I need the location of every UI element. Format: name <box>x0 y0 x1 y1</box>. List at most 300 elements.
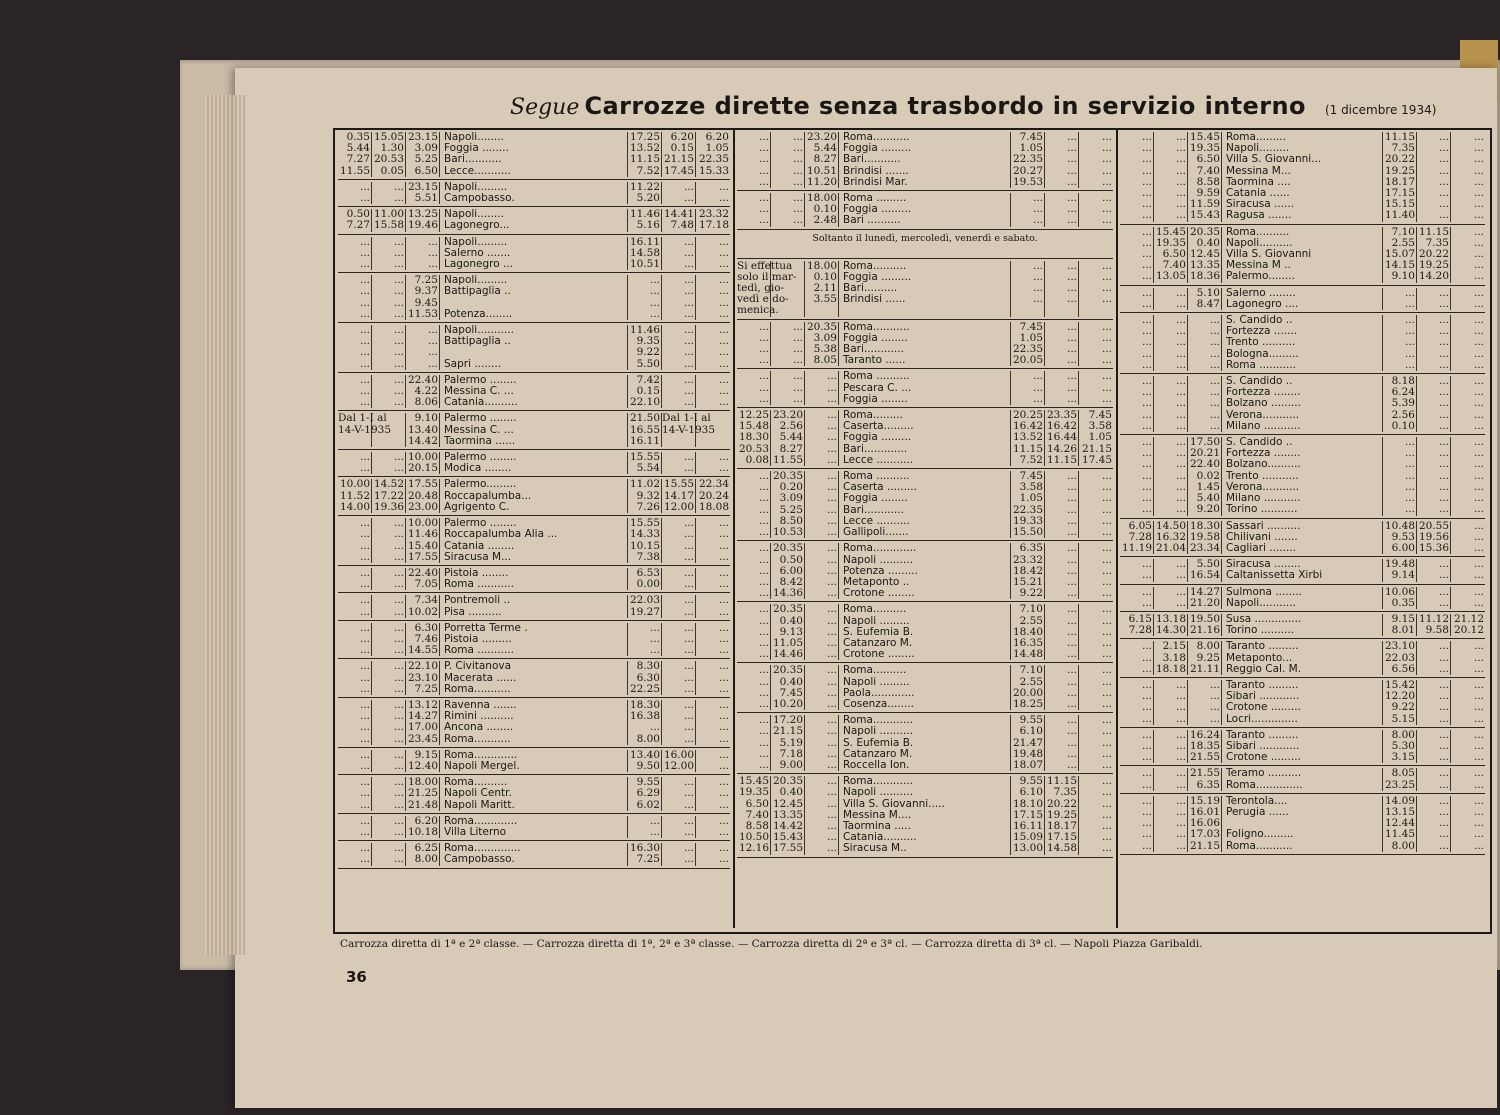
time-value: ... <box>718 246 729 259</box>
time-value: ... <box>1473 712 1484 725</box>
time-value: 0.40 <box>779 614 803 627</box>
time-value: ... <box>1032 282 1043 295</box>
time-value: ... <box>758 503 769 516</box>
time-column <box>1451 796 1485 852</box>
time-value: 7.42 <box>636 373 660 386</box>
time-value: ... <box>1101 142 1112 155</box>
time-value: 23.34 <box>1189 541 1220 554</box>
time-value: ... <box>1438 751 1449 764</box>
time-value: ... <box>1101 282 1112 295</box>
time-value: 3.09 <box>813 331 837 344</box>
time-value: 15.07 <box>1384 248 1415 261</box>
time-value: 22.40 <box>407 566 438 579</box>
time-value: 20.00 <box>1012 686 1043 699</box>
time-value: ... <box>1101 354 1112 367</box>
time-value: ... <box>1175 469 1186 482</box>
timetable-block <box>1120 766 1485 793</box>
station-list <box>440 518 628 563</box>
time-value: 7.25 <box>414 682 438 695</box>
time-value: 14.09 <box>1384 794 1415 807</box>
time-value: ... <box>1141 794 1152 807</box>
time-value: 19.53 <box>1012 175 1043 188</box>
time-column <box>1383 132 1417 222</box>
time-value: ... <box>1473 419 1484 432</box>
time-value: ... <box>359 235 370 248</box>
time-value: 7.46 <box>414 632 438 645</box>
station-name: Foggia ......... <box>843 270 912 283</box>
time-value: ... <box>1473 503 1484 516</box>
time-value: 18.30 <box>738 431 769 444</box>
station-list <box>839 261 1011 317</box>
time-column <box>1451 768 1485 790</box>
time-value: ... <box>649 644 660 657</box>
time-column <box>1383 680 1417 725</box>
time-column <box>1417 559 1451 581</box>
time-value: ... <box>758 131 769 143</box>
time-value <box>338 436 370 447</box>
time-column <box>805 410 839 466</box>
time-column <box>1120 227 1154 283</box>
time-value: ... <box>1438 458 1449 471</box>
time-value: ... <box>393 644 404 657</box>
time-value: ... <box>393 324 404 337</box>
time-value: 7.45 <box>1088 409 1112 422</box>
station-list <box>839 604 1011 660</box>
time-value: 7.38 <box>636 550 660 563</box>
time-column <box>1188 559 1222 581</box>
time-value: ... <box>427 235 438 248</box>
time-value <box>771 261 803 272</box>
time-value: 20.05 <box>1012 354 1043 367</box>
time-value: 12.16 <box>738 842 769 855</box>
time-value: ... <box>1473 375 1484 388</box>
time-value: 8.00 <box>1196 640 1220 653</box>
time-value: ... <box>758 331 769 344</box>
time-value: ... <box>792 381 803 394</box>
time-column <box>338 412 392 447</box>
time-value <box>771 305 803 316</box>
time-value: ... <box>1101 331 1112 344</box>
station-name: Lagonegro .... <box>1226 297 1299 310</box>
time-column <box>338 209 372 231</box>
time-value: ... <box>826 697 837 710</box>
time-column <box>662 452 696 474</box>
time-value: ... <box>826 648 837 661</box>
time-value: ... <box>1101 587 1112 600</box>
time-value: ... <box>1101 503 1112 516</box>
station-name: Roma............. <box>444 814 518 827</box>
time-value: 15.33 <box>698 164 729 177</box>
time-value: 6.10 <box>1019 786 1043 799</box>
time-value: 2.55 <box>1019 614 1043 627</box>
station-list <box>839 371 1011 405</box>
time-value: ... <box>393 578 404 591</box>
time-column <box>372 479 406 513</box>
time-value: ... <box>1032 270 1043 283</box>
time-value: 6.56 <box>1391 662 1415 675</box>
time-column <box>696 182 730 204</box>
time-value: 11.15 <box>1046 775 1077 788</box>
time-value: ... <box>718 192 729 205</box>
time-value: 23.25 <box>1384 778 1415 791</box>
time-value: ... <box>1066 282 1077 295</box>
time-column <box>1188 376 1222 432</box>
station-list <box>440 777 628 811</box>
station-name: Roma............. <box>843 542 917 555</box>
time-value: 11.15 <box>1046 453 1077 466</box>
time-value: 14.20 <box>1418 270 1449 283</box>
time-column <box>1383 437 1417 515</box>
time-value: ... <box>1066 587 1077 600</box>
time-value: ... <box>1101 697 1112 710</box>
time-value: ... <box>1175 209 1186 222</box>
time-column <box>406 132 440 177</box>
time-value: 20.15 <box>407 462 438 475</box>
time-value: ... <box>359 373 370 386</box>
station-name: Foggia ......... <box>843 203 912 216</box>
time-value: ... <box>718 357 729 370</box>
time-value: ... <box>718 296 729 309</box>
time-value: 15.55 <box>663 478 694 491</box>
time-column <box>1120 680 1154 725</box>
time-value: ... <box>393 346 404 359</box>
time-value: 0.05 <box>380 164 404 177</box>
time-value: 22.03 <box>629 594 660 607</box>
time-column <box>1451 227 1485 283</box>
station-name: Bari............. <box>843 442 908 455</box>
time-value: ... <box>1141 728 1152 741</box>
time-value: 15.09 <box>1012 831 1043 844</box>
station-name: Lagonegro... <box>444 219 510 232</box>
time-value: ... <box>1209 397 1220 410</box>
station-name: Napoli .......... <box>843 553 913 566</box>
time-value: 6.53 <box>636 566 660 579</box>
time-value: 8.01 <box>1391 624 1415 637</box>
page-edges <box>205 95 245 955</box>
time-column <box>1383 641 1417 675</box>
time-value: ... <box>792 354 803 367</box>
time-column <box>1011 543 1045 599</box>
time-value: ... <box>1209 408 1220 421</box>
time-column <box>662 623 696 657</box>
time-value: 20.35 <box>772 603 803 616</box>
time-column <box>737 322 771 367</box>
time-value: ... <box>393 632 404 645</box>
station-name: Foggia ........ <box>444 142 509 155</box>
time-value: ... <box>1473 767 1484 780</box>
time-value: 21.20 <box>1189 596 1220 609</box>
time-value: 22.40 <box>1189 458 1220 471</box>
time-value: 10.48 <box>1384 519 1415 532</box>
time-value: ... <box>649 632 660 645</box>
station-name: Battipaglia .. <box>444 285 511 298</box>
time-value: ... <box>1101 370 1112 383</box>
station-name: Roma......... <box>843 409 903 422</box>
time-value: ... <box>1101 603 1112 616</box>
time-column <box>1120 796 1154 852</box>
time-column <box>628 182 662 204</box>
time-value: ... <box>718 274 729 287</box>
station-name: Salerno ....... <box>444 246 511 259</box>
time-value: ... <box>1141 701 1152 714</box>
time-column <box>628 132 662 177</box>
time-value: ... <box>1066 203 1077 216</box>
time-column <box>1079 322 1113 367</box>
time-column <box>372 237 406 271</box>
time-value: ... <box>718 825 729 838</box>
time-column <box>1188 315 1222 371</box>
station-name: Crotone ......... <box>1226 701 1301 714</box>
time-value: ... <box>1101 747 1112 760</box>
station-name: Terontola.... <box>1226 794 1288 807</box>
time-value: ... <box>1404 297 1415 310</box>
time-value: ... <box>1066 614 1077 627</box>
time-value: ... <box>1473 480 1484 493</box>
time-value: ... <box>1175 767 1186 780</box>
time-value: 16.38 <box>629 710 660 723</box>
station-list <box>440 413 628 447</box>
station-name: Potenza........ <box>444 307 513 320</box>
time-value: ... <box>826 392 837 405</box>
time-value: ... <box>718 842 729 855</box>
time-column <box>1079 371 1113 405</box>
time-value: ... <box>393 566 404 579</box>
time-value: ... <box>683 682 694 695</box>
time-value: ... <box>1101 470 1112 483</box>
time-value: ... <box>1209 347 1220 360</box>
time-column <box>628 568 662 590</box>
time-value: ... <box>1101 819 1112 832</box>
time-value: 23.10 <box>1384 640 1415 653</box>
time-column <box>1451 614 1485 636</box>
time-column <box>1383 315 1417 371</box>
station-list <box>440 237 628 271</box>
station-list <box>1222 437 1383 515</box>
station-name: Roma.......... <box>843 664 907 677</box>
station-list <box>440 623 628 657</box>
time-value: ... <box>826 842 837 855</box>
time-value <box>372 436 404 447</box>
time-column <box>1045 193 1079 227</box>
time-value: ... <box>1175 436 1186 449</box>
station-name: Pisa .......... <box>444 605 502 618</box>
timetable-block <box>1120 130 1485 225</box>
time-value: 17.00 <box>407 721 438 734</box>
time-value: ... <box>393 246 404 259</box>
time-value: ... <box>826 808 837 821</box>
time-value: 9.55 <box>1019 775 1043 788</box>
time-column <box>1417 680 1451 725</box>
time-value: 21.15 <box>663 153 694 166</box>
time-value: ... <box>1066 381 1077 394</box>
time-value: ... <box>1209 678 1220 691</box>
time-value: ... <box>683 787 694 800</box>
time-value: ... <box>359 798 370 811</box>
time-value: ... <box>1473 530 1484 543</box>
time-value: ... <box>683 324 694 337</box>
time-value: ... <box>1032 259 1043 272</box>
time-value: 18.07 <box>1012 758 1043 771</box>
time-column <box>1045 261 1079 317</box>
time-value: 14.50 <box>1155 519 1186 532</box>
time-value: 20.35 <box>772 664 803 677</box>
time-value: 13.15 <box>1384 805 1415 818</box>
time-value: ... <box>1175 839 1186 852</box>
time-value: ... <box>1066 343 1077 356</box>
time-value: ... <box>359 814 370 827</box>
time-column <box>1188 288 1222 310</box>
station-name: Roma .......... <box>843 470 910 483</box>
time-value: 7.45 <box>1019 131 1043 143</box>
time-column <box>1011 776 1045 854</box>
time-column <box>1011 193 1045 227</box>
time-value: ... <box>1066 697 1077 710</box>
time-value: ... <box>683 385 694 398</box>
time-column <box>1154 132 1188 222</box>
time-value: ... <box>683 732 694 745</box>
time-value: 9.50 <box>636 759 660 772</box>
time-value: ... <box>1473 142 1484 155</box>
time-value: ... <box>1141 678 1152 691</box>
timetable-column-middle <box>737 130 1113 930</box>
time-value: 3.15 <box>1391 751 1415 764</box>
station-name: Sapri ........ <box>444 357 502 370</box>
time-value: ... <box>1141 712 1152 725</box>
time-value: 17.20 <box>772 714 803 727</box>
time-value: ... <box>1404 492 1415 505</box>
time-value: 9.20 <box>1196 503 1220 516</box>
time-value: ... <box>1141 828 1152 841</box>
time-column <box>372 275 406 320</box>
time-value: ... <box>1404 458 1415 471</box>
time-value <box>771 294 803 305</box>
time-value: 13.35 <box>772 808 803 821</box>
time-value: 7.45 <box>1019 320 1043 333</box>
time-value: 22.25 <box>629 682 660 695</box>
time-value: 18.17 <box>1046 819 1077 832</box>
time-value: ... <box>1175 805 1186 818</box>
station-list <box>440 479 628 513</box>
time-value: 2.56 <box>779 420 803 433</box>
time-value: ... <box>792 192 803 205</box>
timetable-block <box>338 698 730 748</box>
time-value: 9.22 <box>1019 587 1043 600</box>
timetable-block <box>338 323 730 373</box>
time-value: 9.25 <box>1196 651 1220 664</box>
station-name: S. Eufemia B. <box>843 736 914 749</box>
time-value: ... <box>1438 469 1449 482</box>
timetable-block <box>338 235 730 274</box>
time-value: 15.45 <box>1155 225 1186 238</box>
time-value: ... <box>792 164 803 177</box>
time-value: ... <box>1141 651 1152 664</box>
time-column <box>737 410 771 466</box>
time-column <box>696 237 730 271</box>
station-list <box>839 665 1011 710</box>
time-value: ... <box>718 396 729 409</box>
time-value: ... <box>683 285 694 298</box>
time-value: ... <box>718 698 729 711</box>
time-value <box>696 425 729 436</box>
station-list <box>440 375 628 409</box>
time-value: 5.15 <box>1391 712 1415 725</box>
time-value: 12.40 <box>407 759 438 772</box>
time-column <box>406 237 440 271</box>
time-value: 6.50 <box>1196 153 1220 166</box>
station-name: Fortezza ........ <box>1226 447 1301 460</box>
time-column <box>696 568 730 590</box>
time-value: ... <box>683 539 694 552</box>
time-column <box>771 132 805 188</box>
timetable-block <box>737 191 1113 230</box>
time-column <box>1188 680 1222 725</box>
time-value: ... <box>1175 142 1186 155</box>
time-value: 10.15 <box>629 539 660 552</box>
station-name: Napoli........ <box>444 208 504 221</box>
time-column <box>1154 227 1188 283</box>
time-value: ... <box>1175 828 1186 841</box>
header-title: Carrozze dirette senza trasbordo in servizio interno <box>584 92 1306 120</box>
station-name: Pistoia ........ <box>444 566 509 579</box>
time-value: 14.42 <box>407 434 438 447</box>
station-list <box>440 661 628 695</box>
station-list <box>440 843 628 865</box>
time-value: ... <box>393 621 404 634</box>
time-value: ... <box>1473 270 1484 283</box>
time-value: ... <box>1438 480 1449 493</box>
time-value: ... <box>826 381 837 394</box>
time-value: ... <box>683 346 694 359</box>
legend-note: Carrozza diretta di 1ª e 2ª classe. — Carrozza diretta di 1ª, 2ª e 3ª classe. — Carrozza diretta di 2ª e 3ª cl. — Carrozza diretta di 3ª cl. — Napoli Piazza Garibaldi. <box>340 938 1203 950</box>
time-value: ... <box>1141 297 1152 310</box>
time-value: 13.52 <box>629 142 660 155</box>
station-name: Cagliari ........ <box>1226 541 1296 554</box>
time-value: 6.29 <box>636 787 660 800</box>
time-value: ... <box>758 381 769 394</box>
time-column <box>662 275 696 320</box>
time-column <box>1451 730 1485 764</box>
time-value: ... <box>359 748 370 761</box>
time-value: ... <box>359 698 370 711</box>
time-column <box>1011 261 1045 317</box>
time-value: ... <box>718 451 729 464</box>
time-value: 14.36 <box>772 587 803 600</box>
time-value: ... <box>1438 678 1449 691</box>
time-value: 23.20 <box>806 131 837 143</box>
station-name: Roma............ <box>843 714 913 727</box>
time-value: 19.50 <box>1189 612 1220 625</box>
timetable-block <box>737 663 1113 713</box>
station-name: Trento .......... <box>1226 336 1296 349</box>
time-value: ... <box>718 539 729 552</box>
time-value: ... <box>1066 503 1077 516</box>
time-value: ... <box>1175 408 1186 421</box>
time-value: ... <box>1175 314 1186 327</box>
time-value: ... <box>1175 678 1186 691</box>
timetable-block <box>338 373 730 412</box>
station-name: S. Candido .. <box>1226 375 1293 388</box>
time-column <box>1079 715 1113 771</box>
station-name: Reggio Cal. M. <box>1226 662 1302 675</box>
time-value: 12.20 <box>1384 690 1415 703</box>
time-value: 17.45 <box>663 164 694 177</box>
station-list <box>440 700 628 745</box>
time-value: ... <box>1175 739 1186 752</box>
station-list <box>839 193 1011 227</box>
station-name: Bologna......... <box>1226 347 1299 360</box>
time-column <box>338 237 372 271</box>
time-value: 3.58 <box>1088 420 1112 433</box>
